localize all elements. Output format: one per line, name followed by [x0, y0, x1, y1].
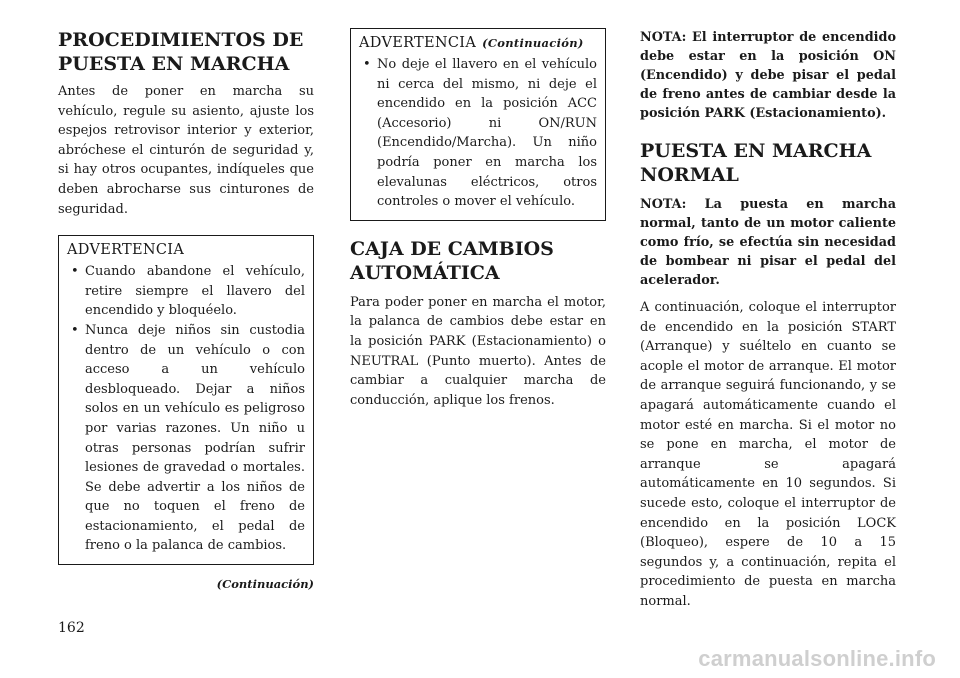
section-heading-automatic-transmission: CAJA DE CAMBIOS AUTOMÁTICA	[350, 237, 554, 284]
warning-list	[67, 262, 305, 556]
section-heading-starting-procedures: PROCEDIMIENTOS DE PUESTA EN MARCHA	[58, 29, 304, 75]
note-ignition: NOTA: El interruptor de encendido debe estar en la posición ON (Encendido) y debe pisar el pedal de freno antes de cambiar desde la posición PARK (Estacionamiento).	[640, 30, 896, 121]
watermark: carmanualsonline.info	[698, 646, 936, 671]
warning-title: ADVERTENCIA	[67, 242, 185, 259]
warning-title	[359, 33, 597, 53]
continued-label: (Continuación)	[216, 577, 314, 592]
section-heading-normal-starting: PUESTA EN MARCHA NORMAL	[640, 140, 872, 186]
warning-item: • Nunca deje niños sin custodia dentro de un vehículo o con acceso a un vehículo desbloqueado. Dejar a niños solos en un vehículo es peligroso por varias razones. Un niño u otras personas podrían sufrir lesiones de gravedad o mortales. Se debe advertir a los niños de que no toquen el freno de estacionamiento, el pedal de freno o la palanca de cambios.	[67, 321, 305, 556]
warning-continued-label: (Continuación)	[482, 36, 584, 50]
column-right	[640, 28, 896, 612]
note-normal-start: NOTA: La puesta en marcha normal, tanto de un motor caliente como frío, se efectúa sin necesidad de bombear ni pisar el pedal del acelerador.	[640, 197, 896, 288]
warning-box	[58, 235, 314, 565]
warning-item: • Cuando abandone el vehículo, retire siempre el llavero del encendido y bloquéelo.	[67, 262, 305, 321]
warning-title-text: ADVERTENCIA	[359, 35, 477, 51]
intro-paragraph: Antes de poner en marcha su vehículo, regule su asiento, ajuste los espejos retrovisor interior y exterior, abróchese el cinturón de seguridad y, si hay otros ocupantes, indíqueles que deben abrocharse sus cinturones de seguridad.	[58, 84, 314, 217]
normal-start-paragraph: A continuación, coloque el interruptor de encendido en la posición START (Arranque) y suéltelo en cuanto se acople el motor de arranque. El motor de arranque seguirá funcionando, y se apagará automáticamente cuando el motor esté en marcha. Si el motor no se pone en marcha, el motor de arranque se apagará automáticamente en 10 segundos. Si sucede esto, coloque el interruptor de encendido en la posición LOCK (Bloqueo), espere de 10 a 15 segundos y, a continuación, repita el procedimiento de puesta en marcha normal.	[640, 300, 896, 609]
warning-list	[359, 55, 597, 212]
page-number: 162	[58, 620, 85, 636]
column-middle	[350, 28, 606, 410]
warning-item: • No deje el llavero en el vehículo ni cerca del mismo, ni deje el encendido en la posición ACC (Accesorio) ni ON/RUN (Encendido/Marcha). Un niño podría poner en marcha los elevalunas eléctricos, otros controles o mover el vehículo.	[359, 55, 597, 212]
warning-box-continued	[350, 28, 606, 221]
transmission-paragraph: Para poder poner en marcha el motor, la palanca de cambios debe estar en la posición PARK (Estacionamiento) o NEUTRAL (Punto muerto). Antes de cambiar a cualquier marcha de conducción, aplique los frenos.	[350, 294, 606, 408]
column-left	[58, 28, 314, 591]
